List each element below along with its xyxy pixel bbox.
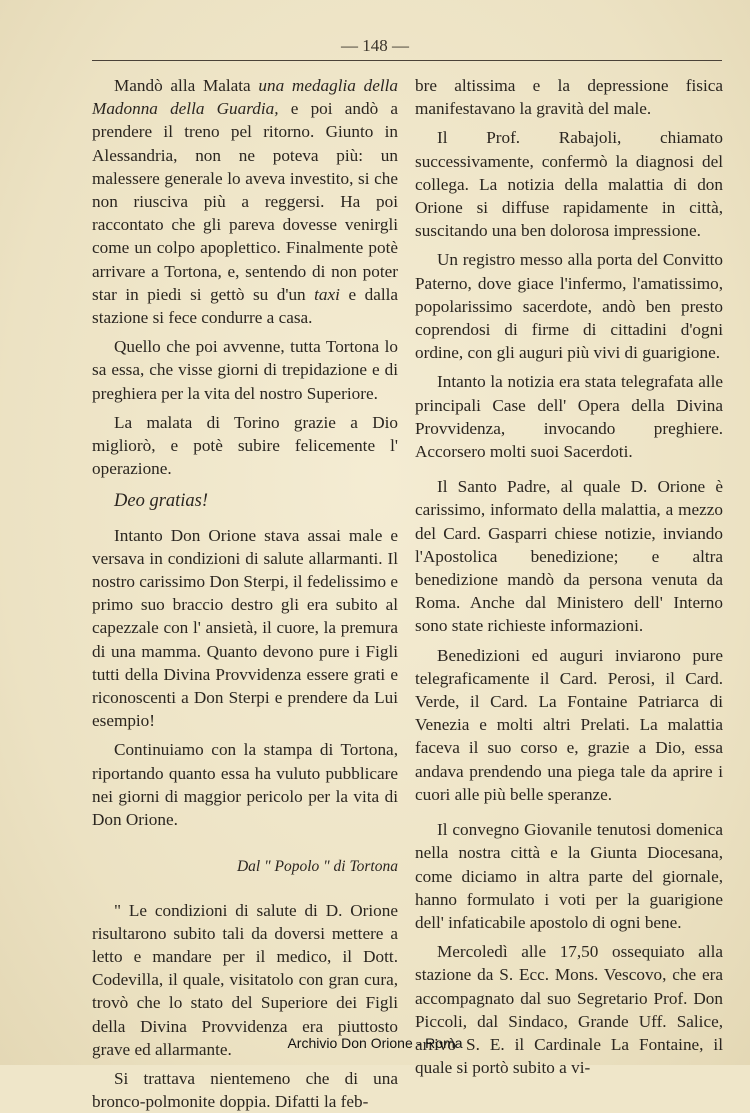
- deo-gratias-heading: Deo gratias!: [114, 491, 209, 512]
- italic-text: una medaglia della Madonna della Guardia,: [92, 76, 398, 119]
- paragraph: Si trattava nientemeno che di una bronco-polmonite doppia. Difatti la feb-: [92, 1068, 398, 1112]
- header-rule: [92, 60, 722, 61]
- paragraph: Continuiamo con la stampa di Tortona, riportando quanto essa ha vuluto pubblicare nei giorni di maggior pericolo per la vita di Don Orione.: [92, 740, 398, 830]
- paragraph: Benedizioni ed auguri inviarono pure telegraficamente il Card. Perosi, il Card. Verde, il Card. La Fontaine Patriarca di Venezia e molti altri Prelati. La malattia faceva il suo corso e, grazie a Dio, essa andava prendendo una piega tale da aprire i cuori alle più belle speranze.: [415, 645, 723, 804]
- paragraph: Il convegno Giovanile tenutosi domenica nella nostra città e la Giunta Diocesana, come diciamo in altra parte del giornale, hanno formulato i voti per la guarigione dell' infaticabile apostolo di ogni bene.: [415, 820, 723, 932]
- paragraph: Mercoledì alle 17,50 ossequiato alla stazione da S. Ecc. Mons. Vescovo, che era accompagnato dal suo Segretario Prof. Don Piccoli, dal Sindaco, Grande Uff. Salice, arrivò S. E. il Cardinale La Fontaine, il quale si portò subito a vi-: [415, 942, 723, 1078]
- paragraph: La malata di Torino grazie a Dio migliorò, e potè subire felicemente l' operazione.: [92, 412, 398, 479]
- text: e dalla stazione si fece condurre a casa.: [92, 284, 398, 328]
- paragraph: bre altissima e la depressione fisica manifestavano la gravità del male.: [415, 76, 723, 119]
- paragraph: [92, 74, 398, 329]
- text: e poi andò a prendere il treno pel ritorno. Giunto in Alessandria, non ne poteva più: un malessere generale lo aveva investito, si che non riusciva più a reggersi. Ha poi raccontato che gli pareva dovesse venirgli come un colpo apoplettico. Finalmente potè arrivare a Tortona, e, sentendo di non poter star in piedi si gettò su d'un: [92, 99, 398, 304]
- italic-text: taxi: [314, 284, 340, 304]
- left-column: [92, 74, 398, 1113]
- text: Mandò alla Malata: [114, 76, 259, 95]
- page-number: — 148 —: [341, 36, 409, 55]
- source-attribution: Dal " Popolo " di Tortona: [236, 858, 398, 876]
- paragraph: Intanto Don Orione stava assai male e versava in condizioni di salute allarmanti. Il nostro carissimo Don Sterpi, il fedelissimo e primo suo braccio destro gli era subito al capezzale con l' ansietà, il cuore, la premura di una mamma. Quanto devono pure i Figli tutti della Divina Provvidenza essere grati e riconoscenti a Don Sterpi e prendere da Lui esempio!: [92, 525, 398, 731]
- paragraph: Un registro messo alla porta del Convitto Paterno, dove giace l'infermo, l'amatissimo, popolarissimo sacerdote, andò ben presto coprendosi di firme di cittadini d'ogni ordine, con gli auguri più vivi di guarigione.: [415, 250, 723, 363]
- paragraph: " Le condizioni di salute di D. Orione risultarono subito tali da doversi mettere a letto e mandare per il medico, il Dott. Codevilla, il quale, visitatolo con gran cura, trovò che lo stato del Superiore dei Figli della Divina Provvidenza era piuttosto grave ed allarmante.: [92, 900, 398, 1059]
- paragraph: Il Santo Padre, al quale D. Orione è carissimo, informato della malattia, a mezzo del Card. Gasparri chiese notizie, inviando l'Apostolica benedizione; e altra benedizione mandò da persona venuta da Roma. Anche dal Ministero dell' Interno sono state richieste informazioni.: [415, 477, 723, 636]
- paragraph: Intanto la notizia era stata telegrafata alle principali Case dell' Opera della Divina Provvidenza, invocando preghiere. Accorsero molti suoi Sacerdoti.: [415, 372, 723, 462]
- archive-footer: Archivio Don Orione - Roma: [287, 1035, 463, 1051]
- paragraph: Quello che poi avvenne, tutta Tortona lo sa essa, che visse giorni di trepidazione e di preghiera per la vita del nostro Superiore.: [92, 337, 398, 403]
- paragraph: Il Prof. Rabajoli, chiamato successivamente, confermò la diagnosi del collega. La notizia della malattia di don Orione si diffuse rapidamente in città, suscitando una ben dolorosa impressione.: [415, 128, 723, 241]
- right-column: [415, 74, 723, 1079]
